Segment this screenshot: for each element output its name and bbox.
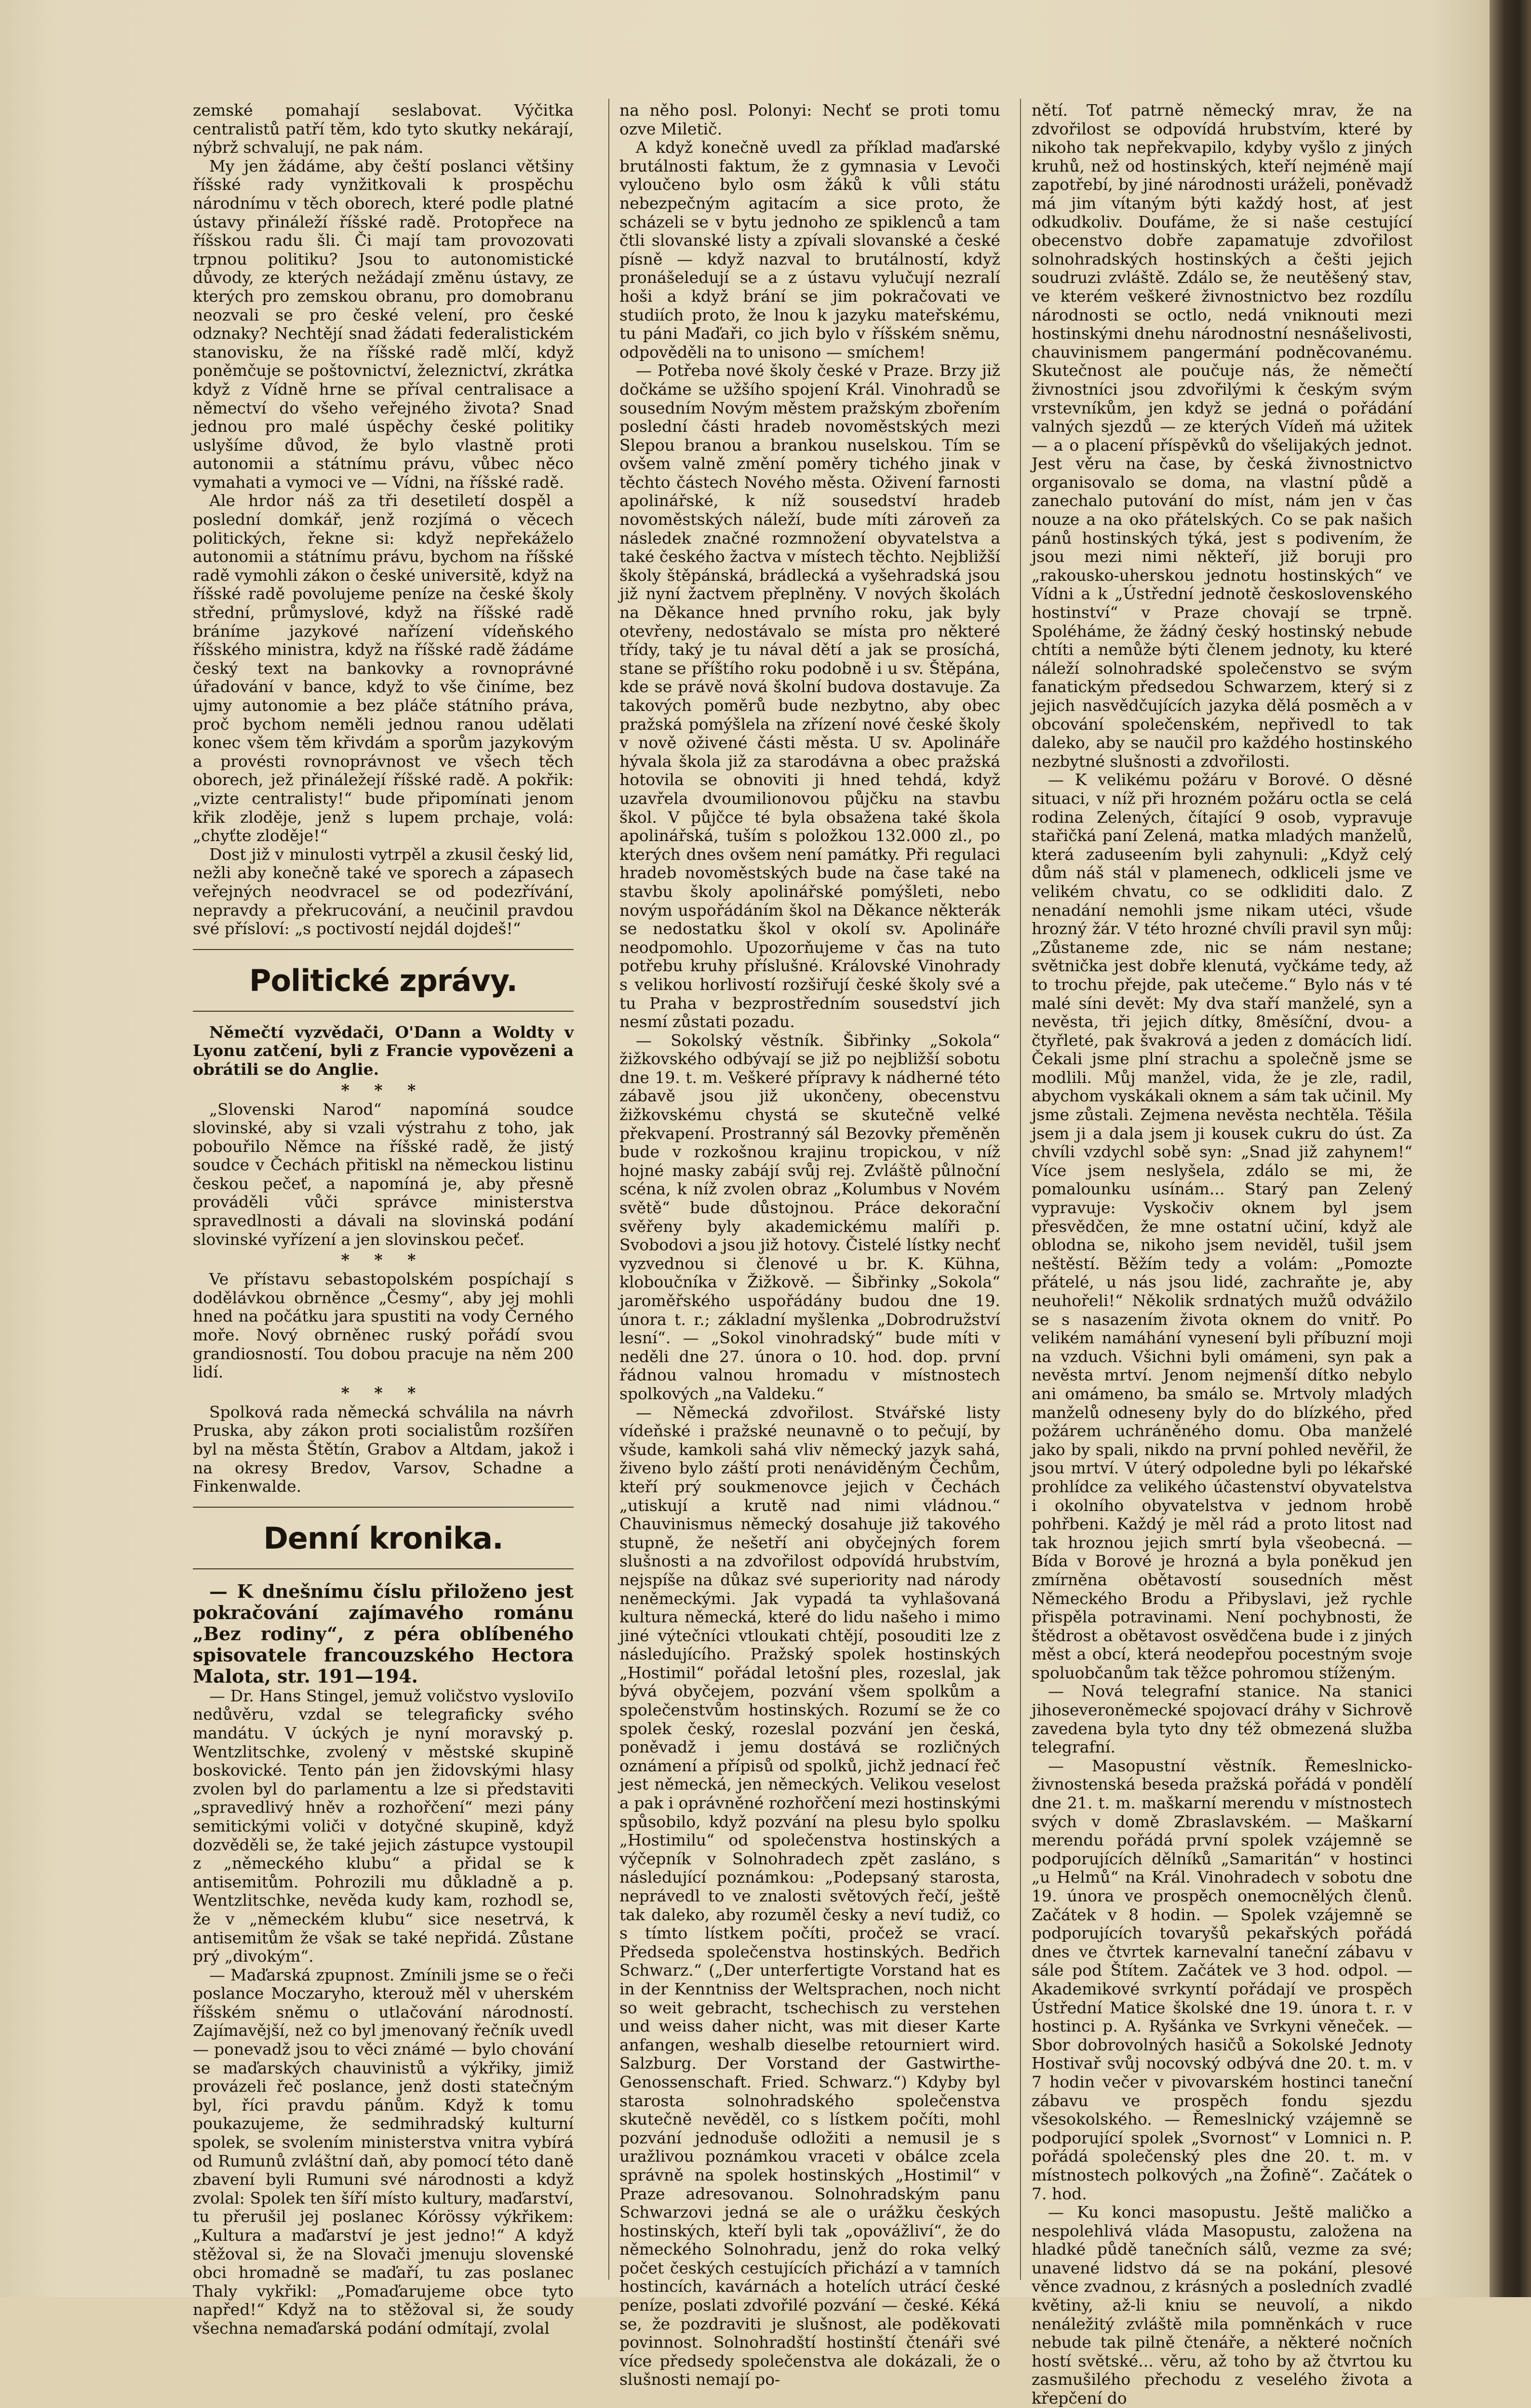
news-item-vyzvedaci: Němečtí vyzvědači, O'Dann a Woldty v Lyonu zatčení, byli z Francie vypovězeni a obrátili se do Anglie. [193,1022,574,1079]
column-3 [1032,101,1412,2408]
denni-kronika-heading: Denní kronika. [263,1520,503,1556]
asterism: * * * [341,1383,426,1402]
section-divider [193,1568,574,1569]
article-pozar-borova: — K velikému požáru v Borové. O děsné situaci, v níž při hrozném požáru octla se celá rodina Zelených, čítající 9 osob, vypravuje stařičká paní Zelená, matka mladých manželů, která zaduseením byli zahynuli: „Když celý dům náš stál v plamenech, odkliceli jsme ve velikém chvatu, co se odkliditi dalo. Z nenadání nemohli jsme nikam utéci, všude hrozný žár. V této hrozné chvíli pravil syn můj: „Zůstaneme zde, nic se nám nestane; světnička jest dobře klenutá, vyčkáme tedy, až to trochu přejde, pak utečeme.“ Bylo nás v té malé síni devět: My dva staří manželé, syn a nevěsta, tři jejich dítky, 8měsíční, dvou- a čtyřleté, pak švakrová a jeden z domácích lidí. Čekali jsme plní strachu a společně jsme se modlili. Můj manžel, vida, že je zle, radil, abychom vyskákali oknem a sám tak učinil. My jsme zůstali. Zejmena nevěsta nechtěla. Těšila jsem ji a dala jsem ji kousek cukru do úst. Za chvíli vzdychl sobě syn: „Snad již zahynem!“ Více jsem neslyšela, zdálo se mi, že pomalounku usínám... Starý pan Zelený vypravuje: Vyskočiv oknem byl jsem přesvědčen, že mne ostatní učiní, když ale oblodna se, nikoho jsem neviděl, tušil jsem neštěstí. Běžím tedy a volám: „Pomozte přátelé, u nás jsou lidé, zachraňte je, aby neuhořeli!“ Několik srdnatých mužů odvážilo se s nasazením života oknem do vnitř. Po velikém namáhání vynesení byli příbuzní moji na vzduch. Všichni byli omámeni, syn pak a nevěsta mrtví. Jenom nejmenší dítko nebylo ani omámeno, ba smálo se. Mrtvoly mladých manželů odneseny byly do do blízkého, před požárem uchráněného domu. Oba manželé jako by spali, nikdo na první pohled nevěřil, že jsou mrtví. V úterý odpoledne byli po lékařské prohlídce za velikého účastenství obyvatelstva i okolního obyvatelstva v jednom hrobě pohřbeni. Každý je měl rád a proto litost nad tak hroznou jejich smrtí byla všeobecná. — Bída v Borové je hrozná a byla poněkud jen zmírněna obětavostí sousedních měst Německého Brodu a Přibyslavi, jež rychle přispěla potravinami. Není pochybnosti, že štědrost a obětavost osvědčena bude i z jiných měst a obcí, která neodepřou pocestným svoje spoluobčanům tak těžce pohromou stíženým. [1032,770,1412,1682]
asterism: * * * [341,1080,426,1099]
paragraph-dost-jiz: Dost již v minulosti vytrpěl a zkusil český lid, nežli aby konečně také ve sporech a zápasech veřejných neodvracel se od podezřívání, nepravdy a překrucování, a neučinil pravdou své přísloví: „s poctivostí nejdál dojdeš!“ [193,844,574,938]
paragraph-zdvorilost-continued: nětí. Toť patrně německý mrav, že na zdvořilost se odpovídá hrubstvím, které by nikoho tak nepřekvapilo, kdyby vyšlo z jiných kruhů, než od hostinských, kteří nejméně mají zapotřebí, by jiné národnosti uráželi, poněvadž má jim vítaným býti každý host, ať jest odkudkoliv. Doufáme, že si naše cestující obecenstvo dobře zapamatuje zdvořilost solnohradských hostinských a češti jejich soudruzi zvláště. Zdálo se, že neutěšený stav, ve kterém veškeré živnostnictvo bez rozdílu národnosti se octlo, nedá vniknouti mezi hostinskými dnehu národnostní nesnášelivosti, chauvinismem pangermání podněcovanému. Skutečnost ale poučuje nás, že němečtí živnostníci jsou zdvořilými k českým svým vrstevníkům, jen když se jedná o pořádání valných sjezdů — ze kterých Vídeň má užitek — a o placení příspěvků do všelijakých jednot. Jest věru na čase, by česká živnostnictvo organisovalo se doma, na vlastní půdě a zanechalo putování do míst, nám jen v čas nouze a na oko přátelských. Co se pak našich pánů hostinských týká, jest s podivením, že jsou mezi nimi někteří, již boruji pro „rakousko-uherskou jednotu hostinských“ ve Vídni a k „Ústřední jednotě československého hostinství“ v Praze chovají se trpně. Spoléháme, že žádný český hostinský nebude chtíti a nemůže býti členem jednoty, ku které náleží solnohradské společenstvo se svým fanatickým předsedou Schwarzem, který si z jejich nasvědčujících jazyka dělá posměch a v obcování společenském, nepřivedl to tak daleko, aby se naučil pro každého hostinského nezbytné slušnosti a zdvořilosti. [1032,101,1412,771]
article-madarska-zpupnost: — Maďarská zpupnost. Zmínili jsme se o řeči poslance Moczaryho, kterouž měl v uherském říšském sněmu o utlačování národností. Zajímavější, než co byl jmenovaný řečník uvedl — ponevadž jsou to věci známé — bylo chování se maďarských chauvinistů a výkřiky, jimiž provázeli řeč poslance, jenž dosti statečným byl, říci pravdu pánům. Když k tomu poukazujeme, že sedmihradský kulturní spolek, se svolením ministerstva vnitra vybírá od Rumunů zvláštní daň, aby pomocí této daně zbavení byli Rumuni své národnosti a když zvolal: Spolek ten šíří místo kultury, maďarství, tu přerušil jej poslanec Kórössy výkřikem: „Kultura a maďarství je jest jedno!“ A když stěžoval si, že na Slovači jmenuju slovenské obci hromadně se maďaří, tu zas poslanec Thaly vykřikl: „Pomaďarujeme obce tyto napřed!“ Když na to stěžoval si, že soudy všechna nemaďarská podání odmítají, zvolal [193,1965,574,2338]
article-sokolsky-vestnik: — Sokolský věstník. Šibřinky „Sokola“ žižkovského odbývají se již po nejbližší sobotu dne 19. t. m. Veškeré přípravy k nádherné této zábavě jsou již ukončeny, obecenstvu žižkovskému chystá se skutečně velké překvapení. Prostranný sál Bezovky přeměněn bude v rozkošnou krajinu tropickou, v níž hojné masky zabájí svůj rej. Zvláště půlnoční scéna, k níž zvolen obraz „Kolumbus v Novém světě“ bude důstojnou. Práce dekorační svěřeny byly akademickému malíři p. Svobodovi a jsou již hotovy. Čistelé lístky nechť vyzvednou si členové u br. K. Kühna, kloboučníka v Žižkově. — Šibřinky „Sokola“ jaroměřského uspořádány budou dne 19. února t. r.; základní myšlenka „Dobrodružství lesní“. — „Sokol vinohradský“ bude míti v neděli dne 27. února o 10. hod. dop. první řádnou valnou hromadu v místnostech spolkových „na Valdeku.“ [619,1030,1000,1403]
news-item-slovenski-narod: „Slovenski Narod“ napomíná soudce slovinské, aby si vzali výstrahu z toho, jak pobouřilo Němce na říšské radě, že jistý soudce v Čechách přitiskl na německou listinu českou pečeť, a napomíná je, aby přesně prováděli vůči správce ministerstva spravedlnosti a dávali na slovinská podání slovinské vyřízení a jen slovinskou pečeť. [193,1099,574,1249]
section-divider [193,1507,574,1508]
politicke-zpravy-heading: Politické zprávy. [249,963,517,998]
article-potreba-skoly: — Potřeba nové školy české v Praze. Brzy již dočkáme se užšího spojení Král. Vinohradů se sousedním Novým městem pražským zbořením poslední části hradeb novoměstských mezi Slepou branou a brankou nuselskou. Tím se ovšem valně změní poměry tichého jinak v těchto částech Nového města. Oživení farnosti apolinářské, k níž sousedství hradeb novoměstských náleží, bude míti zároveň za následek značné rozmnožení obyvatelstva a také českého žactva v místech těchto. Nejbližší školy štěpánská, brádlecká a vyšehradská jsou již nyní žactvem přeplněny. V nových školách na Děkance hned prvního roku, jak byly otevřeny, nedostávalo se místa pro některé třídy, taký je tu nával dětí a jak se prosíchá, stane se příštího roku podobně i u sv. Štěpána, kde se právě nová školní budova dostavuje. Za takových poměrů bude nezbytno, aby obec pražská pomýšlela na zřízení nové české školy v nově oživené části města. U sv. Apolináře hývala škola již za starodávna a obec pražská hotovila se obnoviti ji hned tehdá, když uzavřela dvoumilionovou půjčku na stavbu škol. V půjčce té byla obsažena také škola apolinářská, tuším s položkou 132.000 zl., po kterých dnes ovšem není památky. Při regulaci hradeb novoměstských bude na čase také na stavbu školy apolinářské pomýšleti, nebo novým uspořádáním škol na Děkance některák se nedostatku škol v okolí sv. Apolináře neodpomohlo. Upozorňujeme v čas na tuto potřebu kruhy příslušné. Královské Vinohrady s velikou horlivostí rozšiřují české školy své a tu Praha v bezprostředním sousedství jich nesmí zůstati pozadu. [619,361,1000,1031]
article-konec-masopustu: — Ku konci masopustu. Ještě maličko a nespolehlivá vláda Masopustu, založena na hladké půdě tanečních sálů, vezme za své; unavené lidstvo dá se na pokání, plesové věnce zvadnou, z krásných a posledních zvadlé květiny, až-li kniu se neuvolí, a nikdo nenáležitý zvláště mila pomněnkách v ruce nebude tak pilně čtenáře, a některé nočních hostí světské... věru, až toho by až čtvrtou ku zasmušilého přechodu z veselého života a křepčení do [1032,2203,1412,2408]
asterism: * * * [341,1250,426,1270]
paragraph-polonyi: na něho posl. Polonyi: Nechť se proti tomu ozve Miletič. [619,101,1000,138]
news-item-spolkova-rada: Spolková rada německá schválila na návrh Pruska, aby zákon proti socialistům rozšířen byl na města Štětín, Grabov a Altdam, jakož i na okresy Bredov, Varsov, Schadne a Finkenwalde. [193,1402,574,1496]
article-telegrafni-stanice: — Nová telegrafní stanice. Na stanici jihoseveroněmecké spojovací dráhy v Sichrově zavedena byla tyto dny též obmezená služba telegrafní. [1032,1682,1412,1757]
supplement-notice: — K dnešnímu číslu přiloženo jest pokračování zajímavého románu „Bez rodiny“, z péra oblíbeného spisovatele francouzského Hectora Malota, str. 191—194. [193,1580,574,1687]
column-rule-1 [608,99,609,2280]
section-divider [193,949,574,950]
section-divider [193,1011,574,1012]
paragraph-jen-zadame: My jen žádáme, aby čeští poslanci většiny říšské rady vynžitkovali k prospěchu národnímu v těch oborech, které podle platné ústavy přináleží říšské radě. Protopřece na říšskou radu šli. Či mají tam provozovati trpnou politiku? Jsou to autonomistické důvody, ze kterých nežádají změnu ústavy, ze kterých pro zemskou obranu, pro domobranu neozvali se pro české velení, pro české odznaky? Nechtějí snad žádati federalistickém stanovisku, že na říšské radě mlčí, když poněmčuje se poštovnictví, železnictví, zkrátka když z Vídně hrne se příval centralisace a němectví do všeho veřejného života? Snad jednou pro malé úspěchy české politiky uslyšíme důvod, že bylo vlastně proti autonomii a státnímu právu, vůbec něco vymahati a vymoci ve — Vídni, na říšské radě. [193,156,574,492]
article-nemecka-zdvorilost: — Německá zdvořilost. Stvářské listy vídeňské i pražské neunavně o to pečují, by všude, kamkoli sahá vliv německý jazyk sahá, živeno bylo záští proti nenáviděným Čechům, kteří prý soukmenovce jejich v Čechách „utiskují a krutě nad nimi vládnou.“ Chauvinismus německý dosahuje již takového stupně, že nešetří ani obyčejných forem slušnosti a na zdvořilost odpovídá hrubstvím, nejspíše na důkaz své superiority nad národy neněmeckými. Jak vypadá ta vyhlašovaná kultura německá, které do lidu našeho i mimo jiné výtečníci vtloukati chtějí, posouditi lze z následujícího. Pražský spolek hostinských „Hostimil“ pořádal letošní ples, rozeslal, jak bývá obyčejem, pozvání všem spolkům a společenstvům hostinských. Rozumí se že co spolek český, rozeslal pozvání jen česká, poněvadž i jemu dostává se rozličných oznámení a přípisů od spolků, jichž jednací řeč jest německá, jen německých. Velikou veselost a pak i oprávněné rozhořčení mezi hostinskými spůsobilo, když pozvání na plesu bylo spolku „Hostimilu“ od společenstva hostinských a výčepník v Solnohradech zpět zasláno, s následující poznámkou: „Podepsaný starosta, neprávedl to ve znalosti světových řečí, ještě tak daleko, aby rozuměl česky a neví tudiž, co s tímto lístkem počíti, pročež se vrací. Předseda společenstva hostinských. Bedřich Schwarz.“ („Der unterfertigte Vorstand hat es in der Kenntniss der Weltsprachen, noch nicht so weit gebracht, tschechisch zu verstehen und weiss daher nicht, was mit dieser Karte anfangen, weshalb dieselbe retourniert wird. Salzburg. Der Vorstand der Gastwirthe-Genossenschaft. Fried. Schwarz.“) Kdyby byl starosta solnohradského společenstva skutečně nevěděl, co s lístkem počíti, mohl pozvání jednoduše odložiti a nemusil je s uražlivou poznámkou vraceti v obálce zcela správně na spolek hostinských „Hostimil“ v Praze adresovanou. Solnohradským panu Schwarzovi jedná se ale o urážku českých hostinských, kteří byli tak „opovážliví“, že do německého Solnohradu, jenž do roka velký počet českých cestujících přichází a v tamních hostincích, kavárnách a hotelích utrácí české peníze, poslati zdvořilé pozvání — české. Kéká se, že pozdraviti je slušnost, ale poděkovati povinnost. Solnohradští hostinští čtenáři své více předsedy společenstva ale dokázali, že o slušnosti nemají po- [619,1403,1000,2389]
column-2 [619,101,1000,2389]
article-stingel: — Dr. Hans Stingel, jemuž voličstvo vysloviIo nedůvěru, vzdal se telegraficky svého mandátu. V úckých je nyní moravský p. Wentzlitschke, zvolený v městské skupině boskovické. Tento pán jen židovskými hlasy zvolen byl do parlamentu a lze si představiti „spravedlivý hněv a rozhořčení“ mezi pány semitickými voliči v dotyčné skupině, když dozvěděli se, že také jejich zástupce vystoupil z „německého klubu“ a přidal se k antisemitům. Pohrozili mu důkladně a p. Wentzlitschke, nevěda kudy kam, rozhodl se, že v „německém klubu“ sice nesetrvá, k antisemitům že však se také nepřidá. Zůstane prý „divokým“. [193,1686,574,1966]
paragraph-ale-hrdor: Ale hrdor náš za tři desetiletí dospěl a poslední domkář, jenž rozjímá o věcech politických, řekne si: když nepřekáželo autonomii a státnímu právu, bychom na říšské radě vymohli zákon o české universitě, když na říšské radě povolujeme peníze na české školy střední, průmyslové, když na říšské radě bráníme jazykové nařízení vídeňského říšského ministra, když na říšské radě žádáme český text na bankovky a rovnoprávné úřadování v bance, když to vše činíme, bez ujmy autonomie a bez pláče státního práva, proč bychom neměli jednou ranou udělati konec všem těm křivdám a sporům jazykovým a provésti rovnoprávnost ve všech těch oborech, jež přináležejí říšské radě. A pokřik: „vizte centralisty!“ bude připomínati jenom křik zloděje, jenž s lupem prchaje, volá: „chyťte zloděje!“ [193,491,574,845]
column-1 [193,101,574,2338]
column-rule-2 [1020,99,1021,2280]
paragraph-levoca: A když konečně uvedl za příklad maďarské brutálnosti faktum, že z gymnasia v Levoči vyloučeno bylo osm žáků k vůli státu nebezpečným agitacím a sice proto, že scházeli se v bytu jednoho ze spiklenců a tam čtli slovanské listy a zpívali slovanské a české písně — když nazval to brutálností, když pronášeledují se a z ústavu vylučují nezralí hoši a když brání se jim pokračovati ve studiích proto, že lnou k jazyku mateřskému, tu páni Maďaři, co jich bylo v říšském sněmu, odpověděli na to unisono — smíchem! [619,138,1000,361]
news-item-sebastopol: Ve přístavu sebastopolském pospíchají s dodělávkou obrněnce „Česmy“, aby jej mohli hned na počátku jara spustiti na vody Černého moře. Nový obrněnec ruský pořádí svou grandiosností. Tou dobou pracuje na něm 200 lidí. [193,1270,574,1382]
paragraph-intro: zemské pomahají seslabovat. Výčitka centralistů patří těm, kdo tyto skutky nekárají, nýbrž schvalují, ne pak nám. [193,101,574,157]
article-masopustni-vestnik: — Masopustní věstník. Řemeslnicko-živnostenská beseda pražská pořádá v pondělí dne 21. t. m. maškarní merendu v místnostech svých v domě Zbraslavském. — Maškarní merendu pořádá první spolek vzájemně se podporujících dělníků „Samaritán“ v hostinci „u Helmů“ na Král. Vinohradech v sobotu dne 19. února ve prospěch onemocnělých členů. Začátek v 8 hodin. — Spolek vzájemně se podporujících tovaryšů pekařských pořádá dnes ve čtvrtek karnevalní taneční zábavu v sále pod Štítem. Začátek ve 3 hod. odpol. — Akademikové svrkyntí pořádají ve prospěch Ústřední Matice školské dne 19. února t. r. v hostinci p. A. Ryšánka ve Svrkyni věneček. — Sbor dobrovolných hasičů a Sokolské Jednoty Hostivař svůj nocovský odbývá dne 20. t. m. v 7 hodin večer v pivovarském hostinci taneční zábavu ve prospěch fondu sjezdu všesokolského. — Řemeslnický vzájemně se podporující spolek „Svornost“ v Lomnici n. P. pořádá společenský ples dne 20. t. m. v místnostech polkových „na Žofině“. Začátek o 7. hod. [1032,1756,1412,2203]
binding-edge [1490,0,1531,2297]
